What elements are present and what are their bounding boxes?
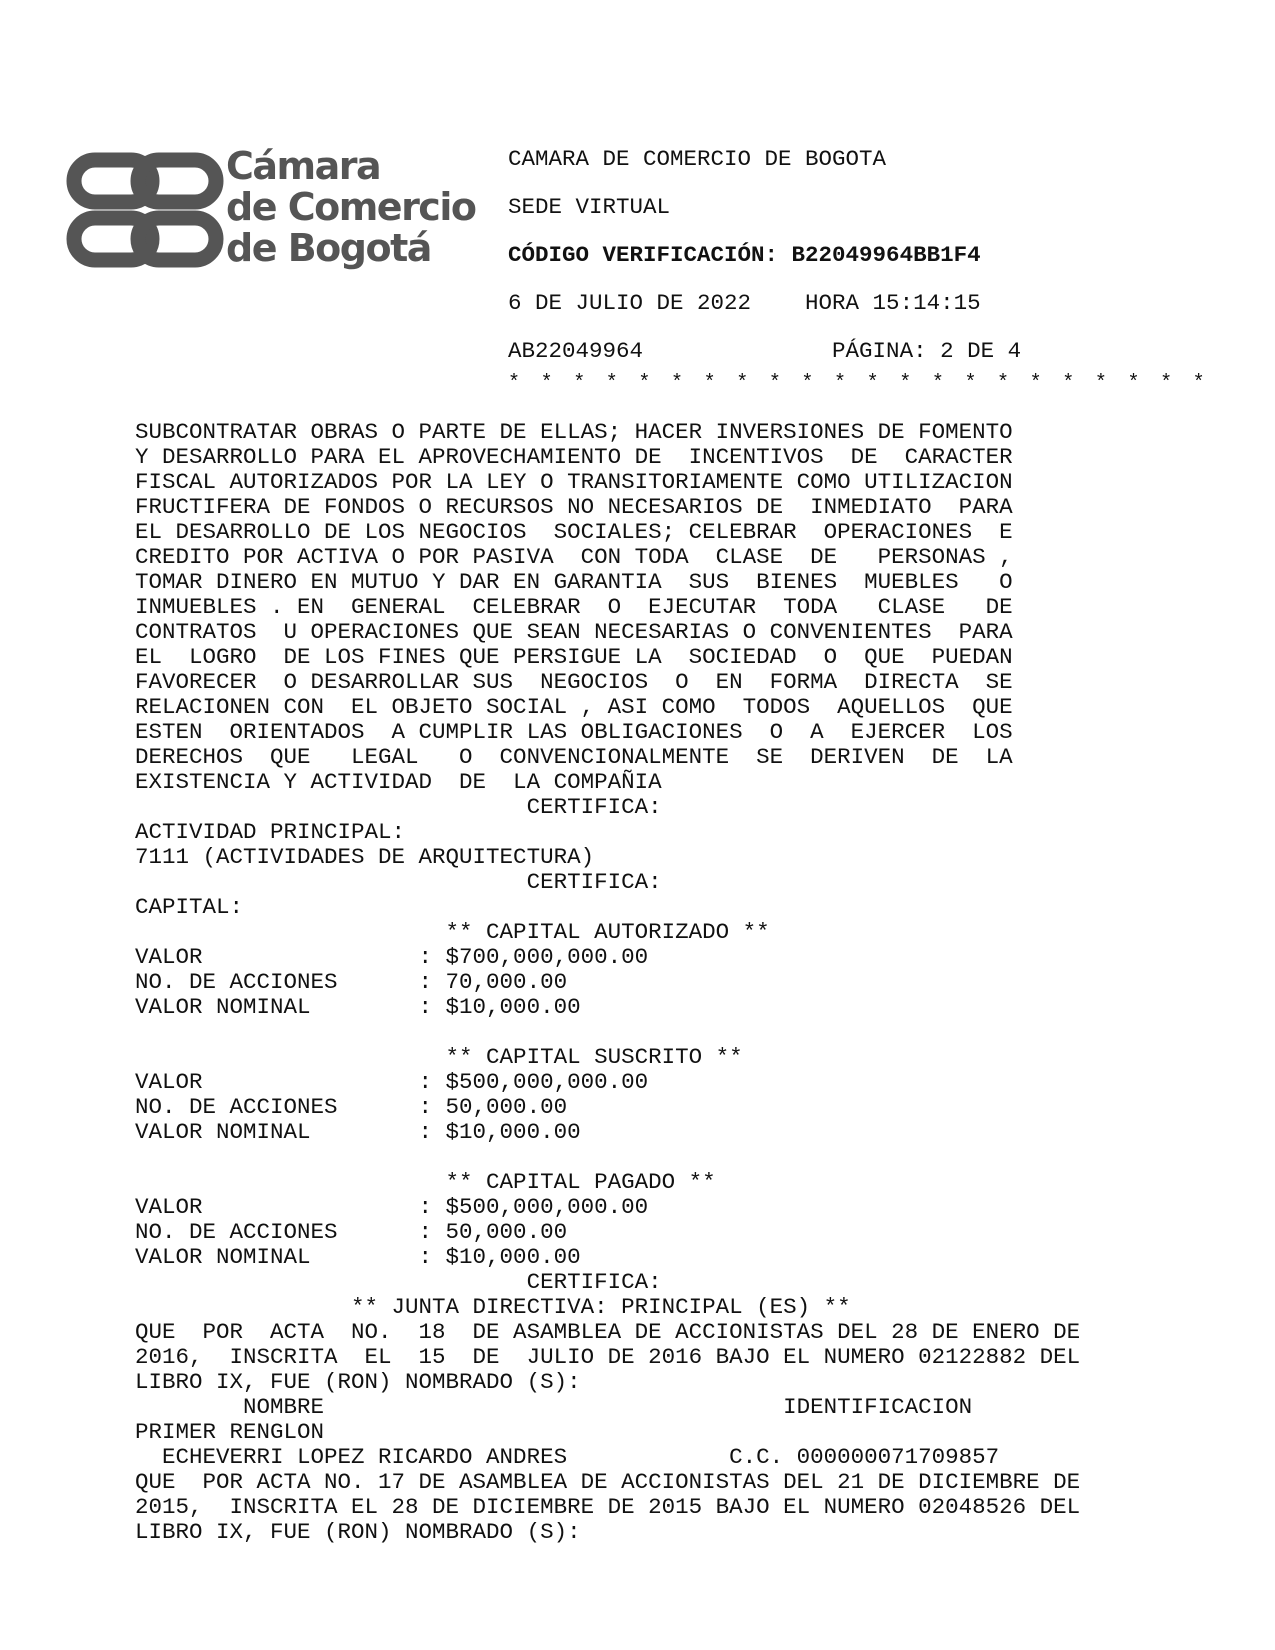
page-number: AB22049964 PÁGINA: 2 DE 4 [508, 338, 1022, 364]
body-line: CREDITO POR ACTIVA O POR PASIVA CON TODA CLASE DE PERSONAS , [135, 544, 1013, 570]
body-line: ** JUNTA DIRECTIVA: PRINCIPAL (ES) ** [135, 1294, 851, 1320]
body-line: ACTIVIDAD PRINCIPAL: [135, 819, 406, 845]
body-line: LIBRO IX, FUE (RON) NOMBRADO (S): [135, 1369, 581, 1395]
body-line: FISCAL AUTORIZADOS POR LA LEY O TRANSITORIAMENTE COMO UTILIZACION [135, 469, 1013, 495]
body-line: QUE POR ACTA NO. 17 DE ASAMBLEA DE ACCIONISTAS DEL 21 DE DICIEMBRE DE [135, 1469, 1081, 1495]
body-line: FRUCTIFERA DE FONDOS O RECURSOS NO NECESARIOS DE INMEDIATO PARA [135, 494, 1013, 520]
body-line: ** CAPITAL AUTORIZADO ** [135, 919, 770, 945]
body-line: 7111 (ACTIVIDADES DE ARQUITECTURA) [135, 844, 595, 870]
body-line: NOMBRE IDENTIFICACION [135, 1394, 973, 1420]
body-line: CAPITAL: [135, 894, 244, 920]
body-line: VALOR : $500,000,000.00 [135, 1194, 649, 1220]
header-org: CAMARA DE COMERCIO DE BOGOTA [508, 146, 887, 172]
body-line: TOMAR DINERO EN MUTUO Y DAR EN GARANTIA SUS BIENES MUEBLES O [135, 569, 1013, 595]
camara-comercio-logo [66, 144, 476, 276]
verification-code: CÓDIGO VERIFICACIÓN: B22049964BB1F4 [508, 242, 981, 268]
body-line: Y DESARROLLO PARA EL APROVECHAMIENTO DE INCENTIVOS DE CARACTER [135, 444, 1013, 470]
body-line: RELACIONEN CON EL OBJETO SOCIAL , ASI COMO TODOS AQUELLOS QUE [135, 694, 1013, 720]
body-line: NO. DE ACCIONES : 70,000.00 [135, 969, 568, 995]
body-line: VALOR : $500,000,000.00 [135, 1069, 649, 1095]
body-line: PRIMER RENGLON [135, 1419, 325, 1445]
header-date-time: 6 DE JULIO DE 2022 HORA 15:14:15 [508, 290, 981, 316]
body-line: DERECHOS QUE LEGAL O CONVENCIONALMENTE SE DERIVEN DE LA [135, 744, 1013, 770]
body-line: VALOR NOMINAL : $10,000.00 [135, 994, 581, 1020]
body-line: CERTIFICA: [135, 794, 662, 820]
body-line: SUBCONTRATAR OBRAS O PARTE DE ELLAS; HACER INVERSIONES DE FOMENTO [135, 419, 1013, 445]
header-sede: SEDE VIRTUAL [508, 194, 671, 220]
body-line: LIBRO IX, FUE (RON) NOMBRADO (S): [135, 1519, 581, 1545]
body-line: CERTIFICA: [135, 869, 662, 895]
body-line: ESTEN ORIENTADOS A CUMPLIR LAS OBLIGACIONES O A EJERCER LOS [135, 719, 1013, 745]
body-line: FAVORECER O DESARROLLAR SUS NEGOCIOS O EN FORMA DIRECTA SE [135, 669, 1013, 695]
body-line [135, 1020, 1080, 1045]
body-line: 2016, INSCRITA EL 15 DE JULIO DE 2016 BAJO EL NUMERO 02122882 DEL [135, 1344, 1081, 1370]
body-line: QUE POR ACTA NO. 18 DE ASAMBLEA DE ACCIONISTAS DEL 28 DE ENERO DE [135, 1319, 1081, 1345]
logo-line-1: Cámara [226, 144, 381, 188]
body-line: NO. DE ACCIONES : 50,000.00 [135, 1094, 568, 1120]
body-line: VALOR NOMINAL : $10,000.00 [135, 1244, 581, 1270]
body-line: 2015, INSCRITA EL 28 DE DICIEMBRE DE 2015 BAJO EL NUMERO 02048526 DEL [135, 1494, 1081, 1520]
body-line: CERTIFICA: [135, 1269, 662, 1295]
body-line: ** CAPITAL PAGADO ** [135, 1169, 716, 1195]
document-header [508, 146, 1022, 364]
certificate-body [135, 420, 1080, 1545]
body-line: EL DESARROLLO DE LOS NEGOCIOS SOCIALES; CELEBRAR OPERACIONES E [135, 519, 1013, 545]
body-line: CONTRATOS U OPERACIONES QUE SEAN NECESARIAS O CONVENIENTES PARA [135, 619, 1013, 645]
body-line [135, 1145, 1080, 1170]
body-line: ECHEVERRI LOPEZ RICARDO ANDRES C.C. 000000071709857 [135, 1444, 1000, 1470]
body-line: VALOR NOMINAL : $10,000.00 [135, 1119, 581, 1145]
body-line: EL LOGRO DE LOS FINES QUE PERSIGUE LA SOCIEDAD O QUE PUEDAN [135, 644, 1013, 670]
body-line: NO. DE ACCIONES : 50,000.00 [135, 1219, 568, 1245]
logo-line-3: de Bogotá [226, 226, 431, 270]
body-line: INMUEBLES . EN GENERAL CELEBRAR O EJECUTAR TODA CLASE DE [135, 594, 1013, 620]
stars-divider: * * * * * * * * * * * * * * * * * * * * * * [508, 372, 1209, 395]
body-line: VALOR : $700,000,000.00 [135, 944, 649, 970]
logo-line-2: de Comercio [226, 185, 476, 229]
chain-link-icon [66, 146, 226, 276]
body-line: ** CAPITAL SUSCRITO ** [135, 1044, 743, 1070]
body-line: EXISTENCIA Y ACTIVIDAD DE LA COMPAÑIA [135, 769, 662, 795]
